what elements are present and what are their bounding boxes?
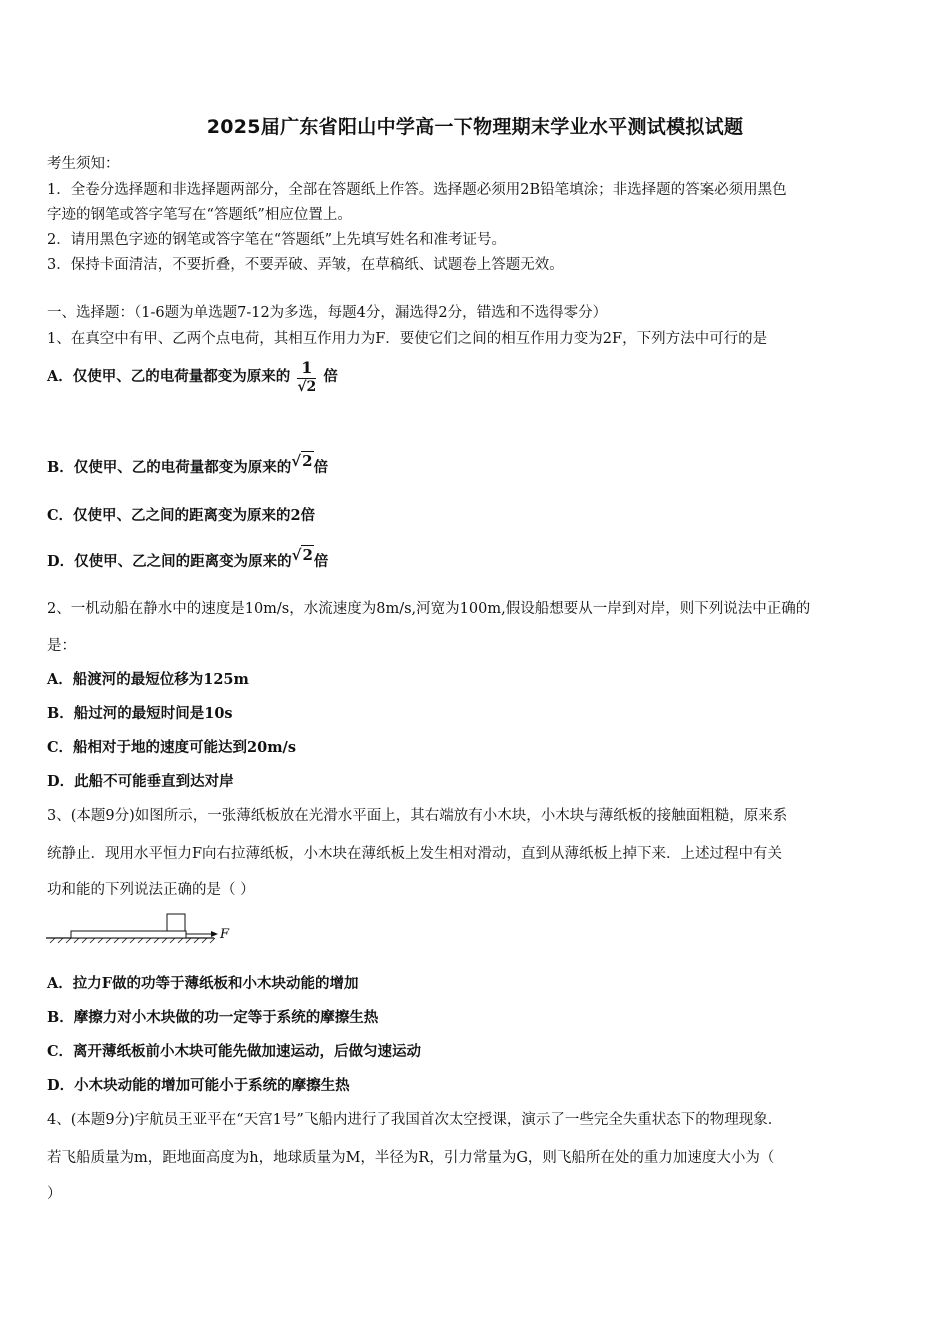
wood-block — [167, 914, 185, 931]
fraction-numerator: 1 — [301, 358, 313, 377]
q3-option-b: B．摩擦力对小木块做的功一定等于系统的摩擦生热 — [47, 1009, 379, 1026]
q2-option-a: A．船渡河的最短位移为125m — [47, 671, 249, 688]
q3-figure — [46, 908, 246, 948]
ground-hatching — [50, 938, 215, 943]
q1-option-c: C．仅使甲、乙之间的距离变为原来的2倍 — [47, 507, 316, 524]
q4-stem-c: ） — [47, 1186, 62, 1202]
q3-stem-c: 功和能的下列说法正确的是（ ） — [47, 882, 255, 898]
sqrt-symbol: √2 — [291, 546, 313, 564]
q1-option-d-suffix: 倍 — [313, 552, 329, 570]
q1-option-b — [47, 452, 328, 477]
paper-board — [71, 931, 186, 938]
radicand: 2 — [302, 546, 313, 564]
q1-option-a-suffix: 倍 — [323, 368, 338, 385]
notice-item-1b: 字迹的钢笔或答字笔写在“答题纸”相应位置上。 — [47, 207, 352, 223]
q3-option-a: A．拉力F做的功等于薄纸板和小木块动能的增加 — [47, 975, 359, 992]
q1-option-a-fraction — [297, 360, 316, 394]
q4-stem-b: 若飞船质量为m，距地面高度为h，地球质量为M，半径为R，引力常量为G，则飞船所在处的重力加速度大小为（ — [47, 1150, 775, 1166]
force-arrowhead — [211, 931, 218, 937]
notice-heading: 考生须知： — [47, 156, 120, 172]
q3-option-d: D．小木块动能的增加可能小于系统的摩擦生热 — [47, 1077, 350, 1094]
q4-stem-a: 4、(本题9分)宇航员王亚平在“天宫1号”飞船内进行了我国首次太空授课，演示了一些完全失重状态下的物理现象． — [47, 1112, 783, 1128]
q2-option-d: D．此船不可能垂直到达对岸 — [47, 773, 234, 790]
q1-option-a — [47, 360, 338, 394]
q1-stem: 1、在真空中有甲、乙两个点电荷，其相互作用力为F．要使它们之间的相互作用力变为2F，下列方法中可行的是 — [47, 331, 768, 347]
q1-option-d-text: D．仅使甲、乙之间的距离变为原来的 — [47, 552, 292, 570]
section-heading: 一、选择题：（1-6题为单选题7-12为多选，每题4分，漏选得2分，错选和不选得零分） — [47, 305, 608, 321]
force-label: F — [220, 927, 230, 942]
page-title: 2025届广东省阳山中学高一下物理期末学业水平测试模拟试题 — [206, 116, 744, 138]
q2-stem-a: 2、一机动船在静水中的速度是10m/s，水流速度为8m/s,河宽为100m,假设船想要从一岸到对岸，则下列说法中正确的 — [47, 601, 811, 617]
sqrt-symbol: √2 — [291, 452, 313, 470]
q1-option-d — [47, 546, 328, 571]
notice-item-3: 3．保持卡面清洁，不要折叠，不要弄破、弄皱，在草稿纸、试题卷上答题无效。 — [47, 257, 564, 273]
q3-stem-b: 统静止．现用水平恒力F向右拉薄纸板，小木块在薄纸板上发生相对滑动，直到从薄纸板上掉下来．上述过程中有关 — [47, 846, 783, 862]
notice-item-2: 2．请用黑色字迹的钢笔或答字笔在“答题纸”上先填写姓名和准考证号。 — [47, 232, 507, 248]
q3-option-c: C．离开薄纸板前小木块可能先做加速运动，后做匀速运动 — [47, 1043, 422, 1060]
q1-option-b-suffix: 倍 — [313, 458, 329, 476]
radicand: 2 — [302, 452, 313, 470]
q2-stem-b: 是： — [47, 638, 76, 654]
notice-item-1a: 1．全卷分选择题和非选择题两部分，全部在答题纸上作答。选择题必须用2B铅笔填涂；非选择题的答案必须用黑色 — [47, 182, 787, 198]
q1-option-a-text: A．仅使甲、乙的电荷量都变为原来的 — [47, 368, 291, 385]
q2-option-b: B．船过河的最短时间是10s — [47, 705, 233, 722]
fraction-denominator: √2 — [297, 379, 317, 395]
radicand: 2 — [306, 379, 317, 395]
q3-stem-a: 3、(本题9分)如图所示，一张薄纸板放在光滑水平面上，其右端放有小木块，小木块与薄纸板的接触面粗糙，原来系 — [47, 808, 788, 824]
q1-option-b-text: B．仅使甲、乙的电荷量都变为原来的 — [47, 458, 292, 476]
q2-option-c: C．船相对于地的速度可能达到20m/s — [47, 739, 297, 756]
